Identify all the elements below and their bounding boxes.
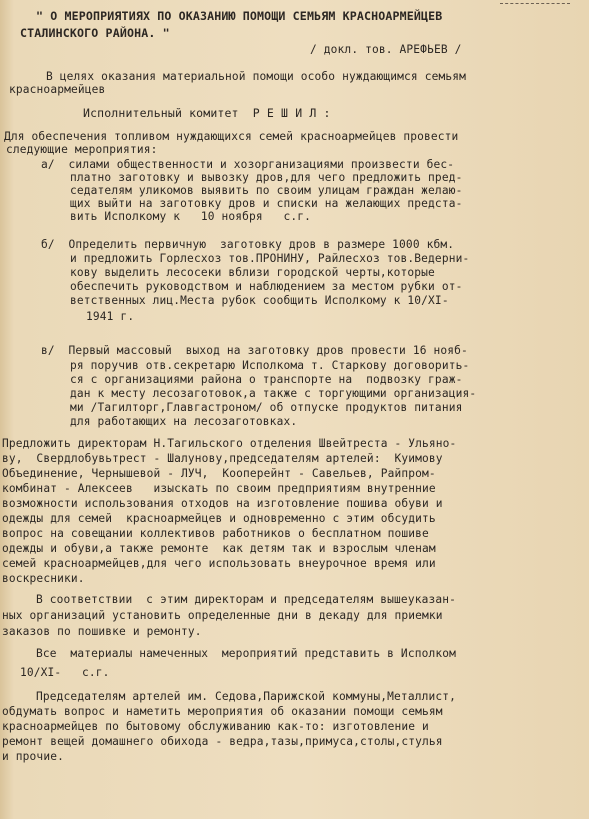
item-a-line-1: а/ силами общественности и хозорганизациями произвести бес- — [41, 158, 455, 171]
item-v-line-3: ся с организациями района о транспорте на подвозку граж- — [70, 373, 463, 386]
paragraph-2-line-4: комбинат - Алексеев изыскать по своим предприятиям внутренние — [2, 482, 436, 495]
paragraph-5-line-4: ремонт вещей домашнего обихода - ведра,тазы,примуса,столы,стулья — [2, 735, 443, 748]
paragraph-2-line-5: возможности использования отходов на изготовление пошива обуви и — [2, 497, 443, 510]
item-a-line-5: вить Исполкому к 10 ноября с.г. — [70, 210, 311, 223]
document-title-line-2: СТАЛИНСКОГО РАЙОНА. " — [20, 26, 170, 40]
item-b-line-5: ветственных лиц.Места рубок сообщить Исполкому к 10/XI- — [70, 294, 449, 307]
paragraph-3-line-3: заказов по пошивке и ремонту. — [2, 625, 202, 638]
item-b-line-3: кову выделить лесосеки вблизи городской черты,которые — [70, 266, 435, 279]
item-v-line-1: в/ Первый массовый выход на заготовку дров провести 16 нояб- — [41, 344, 468, 357]
paragraph-1-line-2: следующие мероприятия: — [6, 143, 158, 156]
paragraph-4-line-1: Все материалы намеченных мероприятий представить в Исполком — [36, 647, 457, 660]
document-title-line-1: " О МЕРОПРИЯТИЯХ ПО ОКАЗАНИЮ ПОМОЩИ СЕМЬЯМ КРАСНОАРМЕЙЦЕВ — [36, 9, 443, 23]
intro-line-2: красноармейцев — [9, 83, 106, 96]
paragraph-5-line-5: и прочие. — [2, 750, 64, 763]
item-v-line-4: дан к месту лесозаготовок,а также с торгующими организация- — [70, 387, 477, 400]
paragraph-3-line-1: В соответствии с этим директорам и председателям вышеуказан- — [36, 593, 457, 606]
item-v-line-5: ми /Тагилторг,Главгастроном/ об отпуске продуктов питания — [70, 401, 463, 414]
intro-line-1: В целях оказания материальной помощи особо нуждающимся семьям — [46, 70, 467, 83]
paragraph-2-line-2: ву, Свердлобувьтрест - Шалунову,председателям артелей: Куимову — [2, 452, 443, 465]
paragraph-3-line-2: ных организаций установить определенные дни в декаду для приемки — [2, 609, 443, 622]
paragraph-2-line-8: одежды и обуви,а также ремонте как детям так и взрослым членам — [2, 542, 436, 555]
header-rule — [500, 0, 570, 4]
resolution-heading: Исполнительный комитет Р Е Ш И Л : — [83, 106, 331, 120]
item-a-line-3: седателям уликомов выявить по своим улицам граждан желаю- — [70, 184, 463, 197]
item-a-line-4: щих выйти на заготовку дров и списки на желающих предста- — [70, 197, 463, 210]
speaker-line: / докл. тов. АРЕФЬЕВ / — [310, 43, 462, 56]
item-b-line-6: 1941 г. — [86, 310, 135, 323]
item-b-line-2: и предложить Горлесхоз тов.ПРОНИНУ, Райлесхоз тов.Ведерни- — [70, 252, 470, 265]
paragraph-5-line-1: Председателям артелей им. Седова,Парижской коммуны,Металлист, — [36, 690, 457, 703]
item-v-line-6: для работающих на лесозаготовках. — [70, 415, 298, 428]
paragraph-5-line-2: обдумать вопрос и наметить мероприятия об оказании помощи семьям — [2, 705, 443, 718]
item-b-line-4: обеспечить руководством и наблюдением за местом рубки от- — [70, 280, 463, 293]
paragraph-2-line-7: вопрос на совещании коллективов работников о бесплатном пошиве — [2, 527, 429, 540]
paragraph-2-line-1: Предложить директорам Н.Тагильского отделения Швейтреста - Ульяно- — [2, 437, 457, 450]
paragraph-5-line-3: красноармейцев по бытовому обслуживанию как-то: изготовление и — [2, 720, 429, 733]
paragraph-4-line-2: 10/XI- с.г. — [20, 666, 110, 679]
paragraph-1-line-1: Для обеспечения топливом нуждающихся семей красноармейцев провести — [4, 130, 459, 143]
item-a-line-2: платно заготовку и вывозку дров,для чего предложить пред- — [70, 171, 463, 184]
item-b-line-1: б/ Определить первичную заготовку дров в размере 1000 кбм. — [41, 238, 455, 251]
paragraph-2-line-10: воскресники. — [2, 572, 85, 585]
paragraph-2-line-9: семей красноармейцев,для чего использовать внеурочное время или — [2, 557, 436, 570]
item-v-line-2: ря поручив отв.секретарю Исполкома т. Старкову договорить- — [70, 359, 470, 372]
paragraph-2-line-3: Объединение, Чернышевой - ЛУЧ, Кооперейнт - Савельев, Райпром- — [2, 467, 436, 480]
paragraph-2-line-6: одежды для семей красноармейцев и одновременно с этим обсудить — [2, 512, 436, 525]
